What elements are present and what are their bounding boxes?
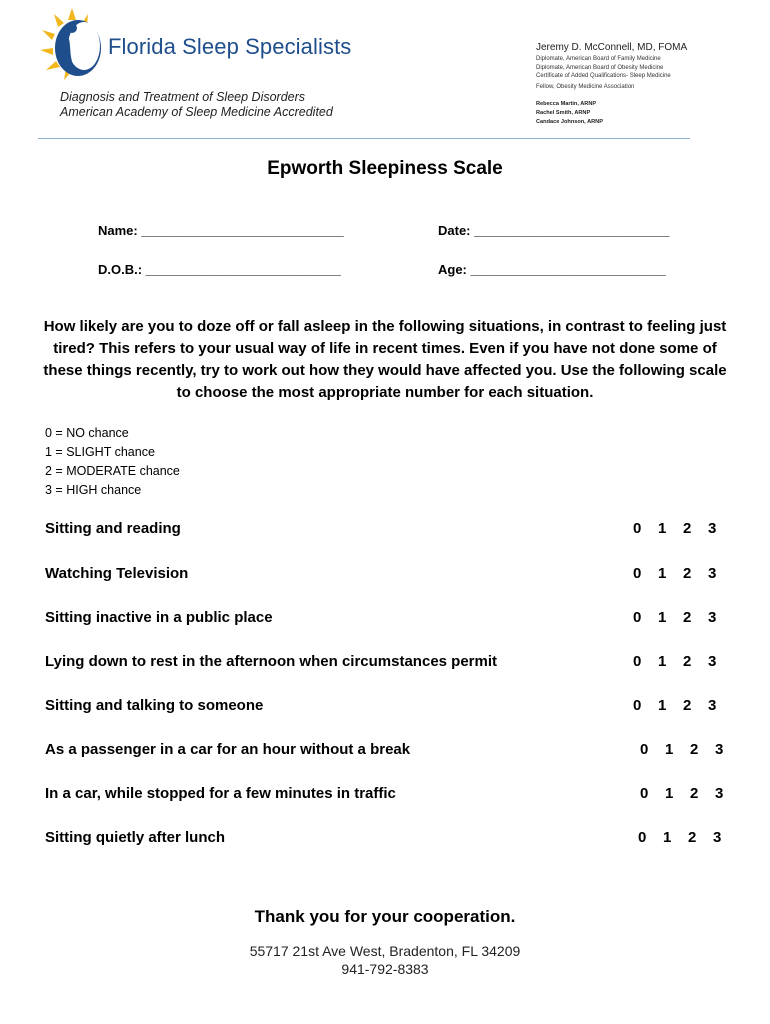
rating-choices[interactable] (640, 741, 740, 758)
rating-choices[interactable] (633, 653, 733, 670)
rating-0[interactable]: 0 (633, 697, 642, 714)
rating-1[interactable]: 1 (658, 520, 667, 537)
name-field[interactable]: Name: ____________________________ (98, 223, 344, 238)
form-title: Epworth Sleepiness Scale (267, 158, 503, 179)
rating-3[interactable]: 3 (713, 829, 722, 846)
rating-0[interactable]: 0 (633, 653, 642, 670)
rating-3[interactable]: 3 (715, 741, 724, 758)
rating-2[interactable]: 2 (690, 741, 699, 758)
rating-2[interactable]: 2 (683, 609, 692, 626)
rating-1[interactable]: 1 (658, 653, 667, 670)
age-field[interactable]: Age: ___________________________ (438, 262, 666, 277)
header-divider (38, 138, 690, 139)
rating-choices[interactable] (633, 697, 733, 714)
rating-0[interactable]: 0 (633, 565, 642, 582)
rating-0[interactable]: 0 (633, 520, 642, 537)
rating-3[interactable]: 3 (708, 697, 717, 714)
rating-choices[interactable] (638, 829, 738, 846)
staff-member: Rachel Smith, ARNP (536, 110, 591, 116)
office-address: 55717 21st Ave West, Bradenton, FL 34209 (249, 943, 521, 959)
situation-label: Sitting inactive in a public place (45, 609, 273, 626)
situation-label: In a car, while stopped for a few minutes in traffic (45, 785, 396, 802)
rating-2[interactable]: 2 (683, 565, 692, 582)
rating-1[interactable]: 1 (663, 829, 672, 846)
rating-3[interactable]: 3 (715, 785, 724, 802)
situation-label: Sitting quietly after lunch (45, 829, 226, 846)
rating-2[interactable]: 2 (683, 520, 692, 537)
rating-2[interactable]: 2 (688, 829, 697, 846)
physician-name: Jeremy D. McConnell, MD, FOMA (536, 42, 688, 53)
rating-3[interactable]: 3 (708, 565, 717, 582)
rating-0[interactable]: 0 (638, 829, 647, 846)
dob-field[interactable]: D.O.B.: ___________________________ (98, 262, 341, 277)
rating-choices[interactable] (640, 785, 740, 802)
date-field[interactable]: Date: ___________________________ (438, 223, 670, 238)
staff-member: Candace Johnson, ARNP (536, 119, 603, 125)
rating-1[interactable]: 1 (658, 697, 667, 714)
rating-2[interactable]: 2 (683, 697, 692, 714)
situation-label: Sitting and talking to someone (45, 697, 264, 714)
credential-line: Diplomate, American Board of Obesity Medicine (536, 65, 664, 71)
brand-name: Florida Sleep Specialists (108, 34, 352, 59)
credential-line: Fellow, Obesity Medicine Association (536, 84, 635, 90)
rating-choices[interactable] (633, 565, 733, 582)
situation-label: Sitting and reading (45, 520, 181, 537)
rating-0[interactable]: 0 (640, 741, 649, 758)
rating-1[interactable]: 1 (665, 741, 674, 758)
rating-3[interactable]: 3 (708, 609, 717, 626)
situation-label: As a passenger in a car for an hour without a break (45, 741, 411, 758)
rating-3[interactable]: 3 (708, 520, 717, 537)
scale-legend-item: 3 = HIGH chance (45, 483, 142, 497)
thank-you-note: Thank you for your cooperation. (254, 907, 516, 926)
rating-choices[interactable] (633, 609, 733, 626)
instructions-paragraph: How likely are you to doze off or fall asleep in the following situations, in contrast to feeling just tired? This refers to your usual way of life in recent times. Even if you have not done some of these things recently, try to work out how they would have affected you. Use the following scale to choose the most appropriate number for each situation. (43, 318, 727, 401)
scale-legend-item: 1 = SLIGHT chance (45, 445, 155, 459)
rating-0[interactable]: 0 (640, 785, 649, 802)
situation-label: Watching Television (45, 565, 189, 582)
situation-label: Lying down to rest in the afternoon when circumstances permit (45, 653, 498, 670)
credential-line: Diplomate, American Board of Family Medicine (536, 56, 661, 62)
rating-2[interactable]: 2 (690, 785, 699, 802)
rating-1[interactable]: 1 (658, 565, 667, 582)
rating-2[interactable]: 2 (683, 653, 692, 670)
rating-0[interactable]: 0 (633, 609, 642, 626)
rating-1[interactable]: 1 (665, 785, 674, 802)
rating-choices[interactable] (633, 520, 733, 537)
sleep-specialists-logo (38, 6, 104, 82)
scale-legend-item: 2 = MODERATE chance (45, 464, 180, 478)
office-phone: 941-792-8383 (341, 961, 429, 977)
tagline-diagnosis: Diagnosis and Treatment of Sleep Disorders (60, 90, 306, 104)
staff-member: Rebecca Martin, ARNP (536, 101, 597, 107)
rating-3[interactable]: 3 (708, 653, 717, 670)
credential-line: Certificate of Added Qualifications- Sleep Medicine (536, 73, 671, 79)
tagline-accreditation: American Academy of Sleep Medicine Accredited (60, 105, 333, 119)
rating-1[interactable]: 1 (658, 609, 667, 626)
scale-legend-item: 0 = NO chance (45, 426, 129, 440)
